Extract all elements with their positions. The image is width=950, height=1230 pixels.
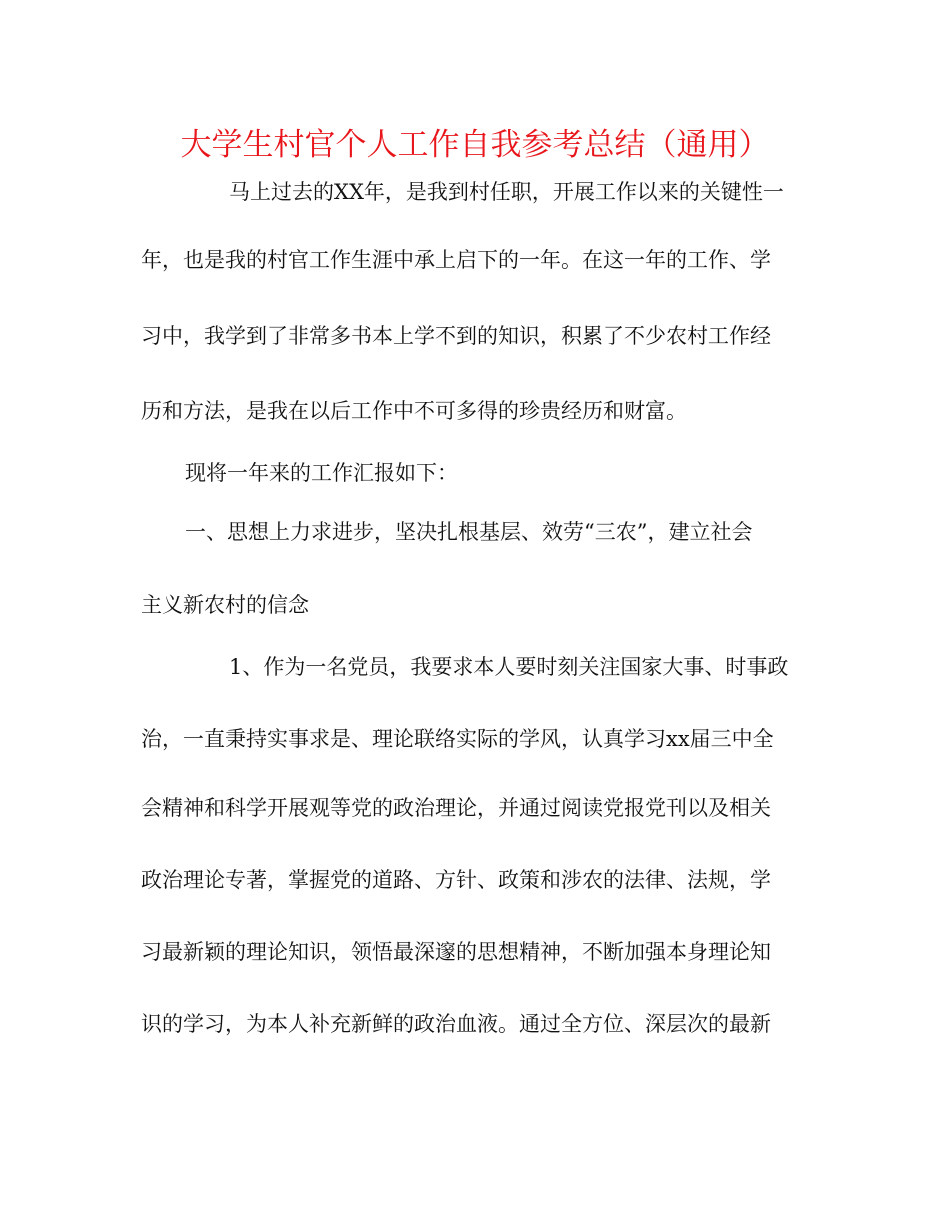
paragraph-line: 1、作为一名党员，我要求本人要时刻关注国家大事、时事政 (229, 655, 789, 679)
paragraph-line: 识的学习，为本人补充新鲜的政治血液。通过全方位、深层次的最新 (141, 1012, 771, 1036)
paragraph-line: 会精神和科学开展观等党的政治理论，并通过阅读党报党刊以及相关 (141, 796, 771, 820)
paragraph-line: 年，也是我的村官工作生涯中承上启下的一年。在这一年的工作、学 (141, 248, 771, 272)
section-heading-line: 主义新农村的信念 (141, 593, 309, 617)
paragraph-line: 政治理论专著，掌握党的道路、方针、政策和涉农的法律、法规，学 (141, 868, 771, 892)
paragraph-line: 历和方法，是我在以后工作中不可多得的珍贵经历和财富。 (141, 399, 687, 423)
paragraph-line: 现将一年来的工作汇报如下： (185, 461, 458, 485)
section-heading-line: 一、思想上力求进步，坚决扎根基层、效劳“三农”，建立社会 (185, 520, 753, 544)
paragraph-line: 习中，我学到了非常多书本上学不到的知识，积累了不少农村工作经 (141, 324, 771, 348)
paragraph-line: 马上过去的XX年，是我到村任职，开展工作以来的关键性一 (229, 180, 784, 204)
document-title: 大学生村官个人工作自我参考总结（通用） (180, 127, 770, 163)
paragraph-line: 习最新颖的理论知识，领悟最深邃的思想精神，不断加强本身理论知 (141, 940, 771, 964)
paragraph-line: 治，一直秉持实事求是、理论联络实际的学风，认真学习xx届三中全 (141, 727, 774, 751)
